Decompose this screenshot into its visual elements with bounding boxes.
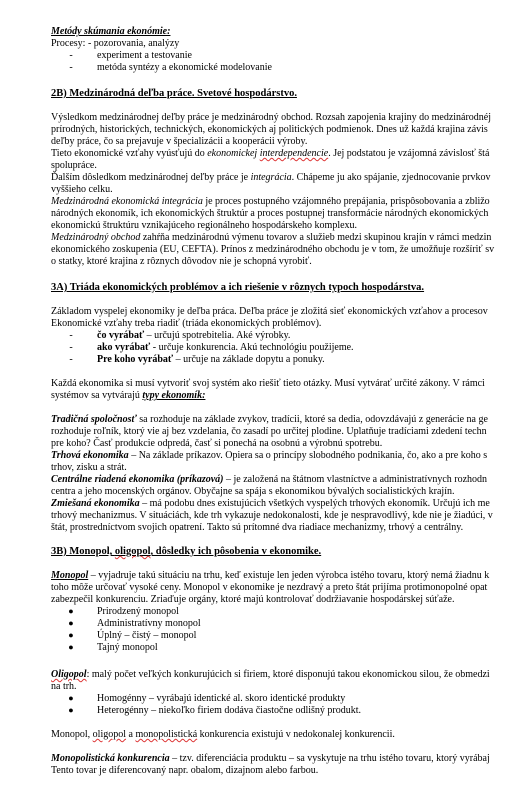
- bullet-icon: ●: [68, 642, 74, 652]
- paragraph-line: Monopol, oligopol a monopolistická konkurencia existujú v nedokonalej konkurencii.: [51, 729, 395, 740]
- paragraph-line: Ďalším dôsledkom medzinárodnej deľby práce je integrácia. Chápeme ju ako spájanie, zjednocovanie prvkov: [51, 172, 491, 183]
- paragraph-line: Centrálne riadená ekonomika (príkazová) – je založená na štátnom vlastníctve a administratívnych rozhodn: [51, 474, 488, 485]
- paragraph-line: Trhová ekonomika – Na základe príkazov. Opiera sa o princípy slobodného podnikania, čo, ako a pre koho s: [51, 450, 488, 461]
- dash-bullet: -: [69, 50, 73, 61]
- paragraph-line: štát, prostredníctvom svojich opatrení. Takto sú prítomné dva riadiace mechanizmy, trhový a centrálny.: [51, 522, 464, 533]
- bullet-icon: ●: [68, 630, 74, 640]
- paragraph-line: Monopolistická konkurencia – tzv. diferenciácia produktu – sa vyskytuje na trhu istého tovaru, ktorý vyrábaj: [51, 753, 490, 764]
- methods-title: Metódy skúmania ekonómie:: [51, 26, 171, 37]
- paragraph-line: trhov, zisku a strát.: [51, 462, 127, 473]
- bullet-icon: ●: [68, 693, 74, 703]
- paragraph-line: prírodných, historických, technických, ekonomických aj politických podmienok. Dnes už každá krajina závis: [51, 124, 488, 135]
- paragraph-line: systémov sa vytvárajú typy ekonomík:: [51, 390, 206, 401]
- paragraph-line: Monopol – vyjadruje takú situáciu na trhu, keď existuje len jeden výrobca istého tovaru, ktorý nemá žiadnu k: [51, 570, 490, 581]
- paragraph-line: Zmiešaná ekonomika – má podobu dnes existujúcich všetkých vyspelých trhových ekonomík. Určujú ich me: [51, 498, 490, 509]
- paragraph-line: národných ekonomík, ich ekonomických štruktúr a proces postupnej transformácie národných ekonomických: [51, 208, 489, 219]
- paragraph-line: Ekonomické vzťahy treba riadiť (triáda ekonomických problémov).: [51, 318, 322, 329]
- paragraph-line: Tieto ekonomické vzťahy vyúsťujú do ekonomickej interdependencie. Jej podstatou je vzájomná závislosť štá: [51, 148, 490, 159]
- paragraph-line: o statky, ktoré krajina z rôznych dôvodov nie je schopná vyrobiť.: [51, 256, 312, 267]
- processes-line: Procesy: - pozorovania, analýzy: [51, 38, 180, 49]
- paragraph-line: spolupráce.: [51, 160, 97, 171]
- dash-bullet: -: [69, 62, 73, 73]
- paragraph-line: ekonomickú štruktúru vznikajúceho regionálneho hospodárskeho komplexu.: [51, 220, 358, 231]
- paragraph-line: ekonomického zoskupenia (EU, CEFTA). Prínos z medzinárodného obchodu je v tom, že umožňuje rozšíriť sv: [51, 244, 495, 255]
- paragraph-line: Tento tovar je diferencovaný napr. obalom, dizajnom alebo farbou.: [51, 765, 319, 776]
- paragraph-line: deľby práce, čo sa prejavuje v špecializácii a kooperácii výroby.: [51, 136, 308, 147]
- paragraph-line: toho môže určovať vysoké ceny. Monopol v ekonomike je nezdravý a preto štát prijíma protimonopolné opat: [51, 582, 488, 593]
- paragraph-line: Výsledkom medzinárodnej deľby práce je medzinárodný obchod. Rozsah zapojenia krajiny do medzinárodnéj: [51, 112, 492, 123]
- section-heading: 3B) Monopol, oligopol, dôsledky ich pôsobenia v ekonomike.: [51, 546, 322, 557]
- paragraph-line: na trh.: [51, 681, 77, 692]
- section-heading: 3A) Triáda ekonomických problémov a ich riešenie v rôznych typoch hospodárstva.: [51, 282, 425, 293]
- paragraph-line: Tradičná spoločnosť sa rozhoduje na základe zvykov, tradícii, ktoré sa dedia, odovzdávajú z generácie na ge: [51, 414, 488, 425]
- paragraph-line: trhový mechanizmus. V situáciách, kde trh vykazuje nedokonalosti, kde je nespravodlivý, kde nie je žiadúci, v: [51, 510, 493, 521]
- paragraph-line: Každá ekonomika si musí vytvoriť svoj systém ako riešiť tieto otázky. Musí vytvárať určité zákony. V rámci: [51, 378, 485, 389]
- paragraph-line: Medzinárodná ekonomická integrácia je proces postupného vzájomného prepájania, prispôsobovania a zbližo: [51, 196, 490, 207]
- paragraph-line: zabezpečil konkurenciu. Zriaďuje orgány, ktoré majú kontrolovať dodržiavanie hospodárskej súťaže.: [51, 594, 455, 605]
- paragraph-line: Oligopol: malý počet veľkých konkurujúcich si firiem, ktoré disponujú takou ekonomickou silou, že obmedzi: [51, 669, 490, 680]
- paragraph-line: vyššieho celku.: [51, 184, 113, 195]
- paragraph-line: Medzinárodný obchod zahŕňa medzinárodnú výmenu tovarov a služieb medzi skupinou krajín v rámci medzin: [51, 232, 492, 243]
- bullet-icon: ●: [68, 705, 74, 715]
- bullet-icon: ●: [68, 618, 74, 628]
- paragraph-line: rozhoduje roľník, ktorý vie aj bez vzdelania, čo zasadí po určitej plodine. Uplatňuje tradíciami zdedení techn: [51, 426, 487, 437]
- paragraph-line: centra a jeho mocenských orgánov. Obyčajne sa spája s ekonomikou bývalých socialistických krajín.: [51, 486, 455, 497]
- bullet-icon: ●: [68, 606, 74, 616]
- paragraph-line: pre koho? Časť produkcie odpredá, časť si ponechá na osobnú a výrobnú spotrebu.: [51, 438, 383, 449]
- paragraph-line: Základom vyspelej ekonomiky je deľba práca. Deľba práce je zložitá sieť ekonomických vzťahov a procesov: [51, 306, 488, 317]
- section-heading: 2B) Medzinárodná deľba práce. Svetové hospodárstvo.: [51, 88, 297, 99]
- document-page: Metódy skúmania ekonómie: Procesy: - pozorovania, analýzy - experiment a testovanie - metóda syntézy a ekonomické modelovanie 2B) Medzinárodná deľba práce. Svetové hospodárstvo. Výsledkom medzinárodnej deľby práce je medzinárodný obchod. Rozsah zapojenia krajiny do medzinárodnéj prírodných, historických, technických, ekonomických aj politických podmienok. Dnes už každá krajina závis deľby práce, čo sa prejavuje v špecializácii a kooperácii výroby. Tieto ekonomické vzťahy vyúsťujú do ekonomickej interdependencie. Jej podstatou je vzájomná závislosť štá spolupráce. Ďalším dôsledkom medzinárodnej deľby práce je integrácia. Chápeme ju ako spájanie, zjednocovanie prvkov vyššieho celku. Medzinárodná ekonomická integrácia je proces postupného vzájomného prepájania, prispôsobovania a zbližo národných ekonomík, ich ekonomických štruktúr a proces postupnej transformácie národných ekonomických ekonomickú štruktúru vznikajúceho regionálneho hospodárskeho komplexu. Medzinárodný obchod zahŕňa medzinárodnú výmenu tovarov a služieb medzi skupinou krajín v rámci medzin ekonomického zoskupenia (EU, CEFTA). Prínos z medzinárodného obchodu je v tom, že umožňuje rozšíriť sv o statky, ktoré krajina z rôznych dôvodov nie je schopná vyrobiť. 3A) Triáda ekonomických problémov a ich riešenie v rôznych typoch hospodárstva. Základom vyspelej ekonomiky je deľba práca. Deľba práce je zložitá sieť ekonomických vzťahov a procesov Ekonomické vzťahy treba riadiť (triáda ekonomických problémov). - čo vyrábať – určujú spotrebitelia. Aké výrobky. - ako vyrábať - určuje konkurencia. Akú technológiu použijeme. - Pre koho vyrábať – určuje na základe dopytu a ponuky. Každá ekonomika si musí vytvoriť svoj systém ako riešiť tieto otázky. Musí vytvárať určité zákony. V rámci systémov sa vytvárajú typy ekonomík: Tradičná spoločnosť sa rozhoduje na základe zvykov, tradícii, ktoré sa dedia, odovzdávajú z generácie na ge rozhoduje roľník, ktorý vie aj bez vzdelania, čo zasadí po určitej plodine. Uplatňuje tradíciami zdedení techn pre koho? Časť produkcie odpredá, časť si ponechá na osobnú a výrobnú spotrebu. Trhová ekonomika – Na základe príkazov. Opiera sa o princípy slobodného podnikania, čo, ako a pre koho s trhov, zisku a strát. Centrálne riadená ekonomika (príkazová) – je založená na štátnom vlastníctve a administratívnych rozhodn centra a jeho mocenských orgánov. Obyčajne sa spája s ekonomikou bývalých socialistických krajín. Zmiešaná ekonomika – má podobu dnes existujúcich všetkých vyspelých trhových ekonomík. Určujú ich me trhový mechanizmus. V situáciách, kde trh vykazuje nedokonalosti, kde je nespravodlivý, kde nie je žiadúci, v štát, prostredníctvom svojich opatrení. Takto sú prítomné dva riadiace mechanizmy, trhový a centrálny. 3B) Monopol, oligopol, dôsledky ich pôsobenia v ekonomike. Monopol – vyjadruje takú situáciu na trhu, keď existuje len jeden výrobca istého tovaru, ktorý nemá žiadnu k toho môže určovať vysoké ceny. Monopol v ekonomike je nezdravý a preto štát prijíma protimonopolné opat zabezpečil konkurenciu. Zriaďuje orgány, ktoré majú kontrolovať dodržiavanie hospodárskej súťaže. ● Prirodzený monopol ● Administratívny monopol ● Úplný – čistý – monopol ● Tajný monopol Oligopol: malý počet veľkých konkurujúcich si firiem, ktoré disponujú takou ekonomickou silou, že obmedzi na trh. ● Homogénny – vyrábajú identické al. skoro identické produkty ● Heterogénny – niekoľko firiem dodáva čiastočne odlišný produkt. Monopol, oligopol a monopolistická konkurencia existujú v nedokonalej konkurencii. Monopolistická konkurencia – tzv. diferenciácia produktu – sa vyskytuje na trhu istého tovaru, ktorý vyrábaj Tento tovar je diferencovaný napr. obalom, dizajnom alebo farbou.: [51, 26, 495, 776]
